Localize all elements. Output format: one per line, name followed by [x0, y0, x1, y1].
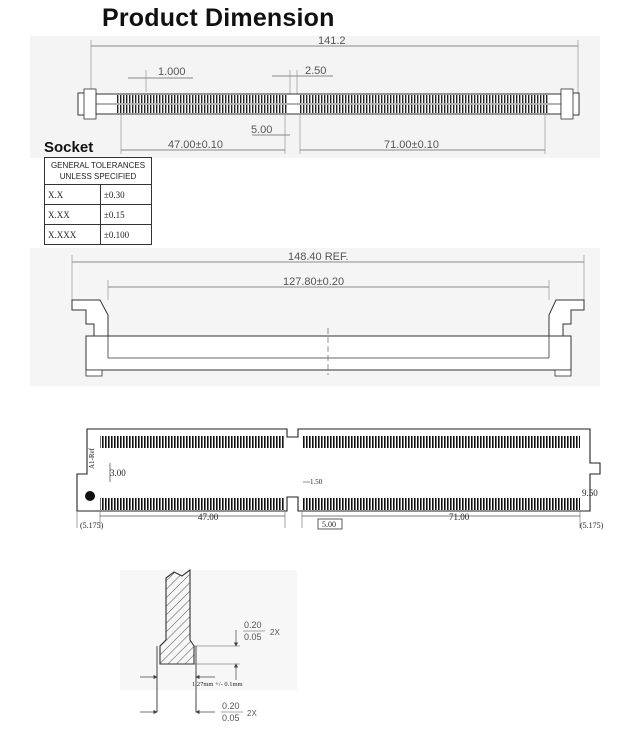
tolerance-format: X.XXX	[45, 225, 101, 245]
top-tol-b: 0.05	[244, 632, 262, 642]
tolerance-header	[45, 158, 152, 185]
socket-heading: Socket	[44, 139, 94, 156]
tolerance-format: X.X	[45, 185, 101, 205]
tolerance-header-line1: GENERAL TOLERANCES	[50, 161, 146, 170]
key-gap-label: 1.50	[310, 478, 323, 486]
tolerance-value: ±0.100	[100, 225, 151, 245]
notch-height-label: 3.00	[110, 468, 126, 478]
tolerance-value: ±0.30	[100, 185, 151, 205]
overall-length-label: 141.2	[318, 35, 346, 47]
top-tol-a: 0.20	[244, 620, 262, 630]
tolerance-row	[45, 225, 152, 245]
module-key-offset-label: 5.00	[322, 520, 336, 529]
tolerance-table	[44, 157, 152, 245]
module-right-label: 71.00	[449, 512, 470, 522]
top-qty: 2X	[270, 628, 280, 637]
tolerance-row	[45, 185, 152, 205]
tolerance-header-line2: UNLESS SPECIFIED	[59, 172, 137, 181]
key-width-label: 2.50	[305, 65, 327, 77]
pin-pitch-label: 1.000	[158, 66, 186, 78]
key-offset-label: 5.00	[251, 124, 273, 136]
right-section-label: 71.00±0.10	[384, 139, 439, 151]
bottom-qty: 2X	[247, 709, 257, 718]
side-view	[30, 248, 600, 386]
tolerance-row	[45, 205, 152, 225]
ref-length-label: 148.40 REF.	[288, 251, 349, 263]
top-view	[30, 35, 600, 158]
tolerance-value: ±0.15	[100, 205, 151, 225]
page-title: Product Dimension	[102, 4, 335, 32]
left-section-label: 47.00±0.10	[168, 139, 223, 151]
tolerance-header-row	[45, 158, 152, 185]
left-edge-label: (5.175)	[80, 521, 104, 530]
bottom-tol-a: 0.20	[222, 701, 240, 711]
bottom-tol-b: 0.05	[222, 713, 240, 723]
detail-view	[120, 570, 297, 723]
module-view	[77, 429, 604, 530]
a1-ref-label: A1-Ref	[88, 448, 96, 469]
pitch-note: 1.27mm +/- 0.1mm	[192, 681, 243, 688]
module-left-label: 47.00	[198, 512, 219, 522]
right-edge-label: (5.175)	[580, 521, 604, 530]
tolerance-format: X.XX	[45, 205, 101, 225]
right-height-label: 9.50	[582, 488, 598, 498]
inner-length-label: 127.80±0.20	[283, 276, 345, 288]
